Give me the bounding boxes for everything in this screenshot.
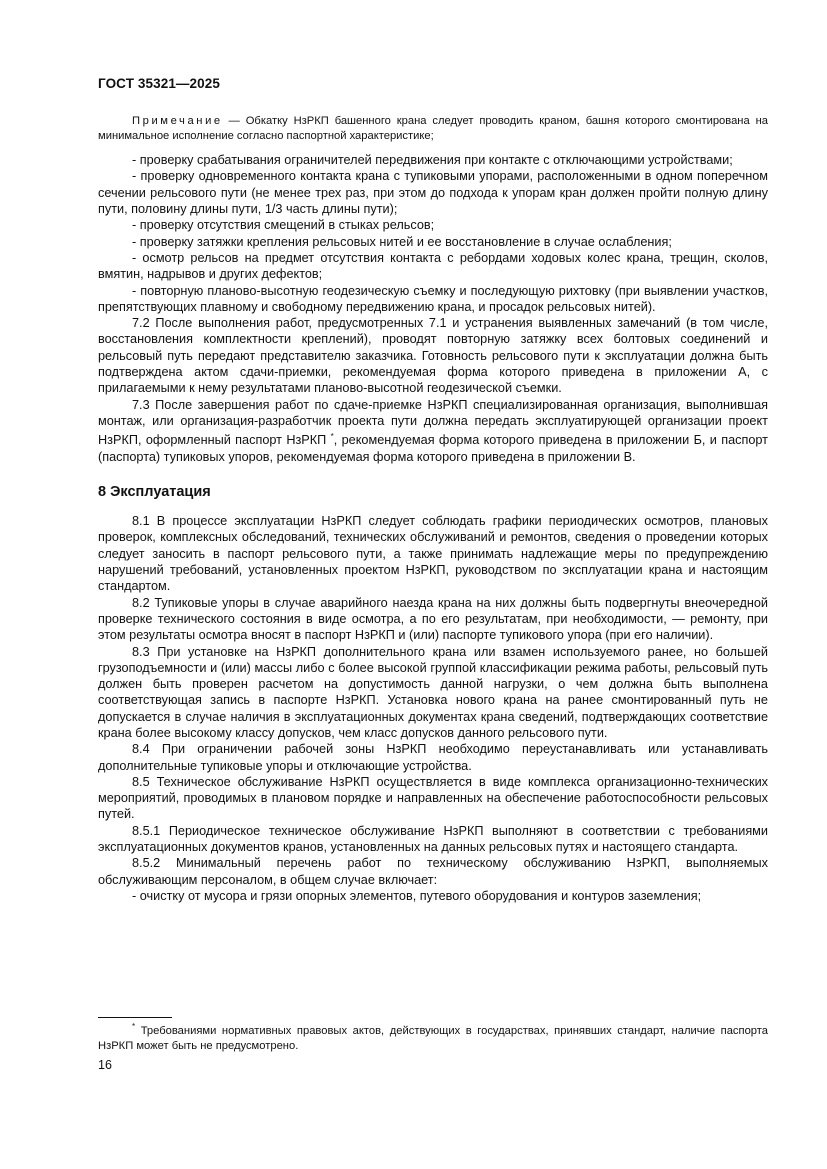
list-item: - осмотр рельсов на предмет отсутствия контакта с ребордами ходовых колес крана, трещин, сколов, вмятин, надрывов и других дефектов; <box>98 250 768 282</box>
note-paragraph <box>98 114 768 143</box>
paragraph-7-3-text-end: , рекомендуемая форма которого приведена в приложении Б, и паспорт (паспорта) тупиковых упоров, рекомендуемая форма которого приведена в приложении В. <box>98 433 768 464</box>
list-item: - очистку от мусора и грязи опорных элементов, путевого оборудования и контуров заземления; <box>132 888 702 903</box>
footnote-reference[interactable]: * <box>330 432 334 442</box>
footnote <box>98 1020 768 1053</box>
list-item: - проверку затяжки крепления рельсовых нитей и ее восстановление в случае ослабления; <box>132 234 672 249</box>
note-text: — Обкатку НзРКП башенного крана следует проводить краном, башня которого смонтирована на минимальное исполнение согласно паспортной характеристике; <box>98 115 768 142</box>
footnote-divider <box>98 1017 172 1018</box>
note-label: Примечание <box>132 115 223 127</box>
paragraph-8-5-1: 8.5.1 Периодическое техническое обслуживание НзРКП выполняют в соответствии с требованиями эксплуатационных документов кранов, установленных на данных рельсовых путях и настоящего стандарта. <box>98 823 768 855</box>
list-item: - проверку отсутствия смещений в стыках рельсов; <box>132 218 435 233</box>
paragraph-7-3 <box>98 397 768 465</box>
paragraph-7-3-text: 7.3 После завершения работ по сдаче-приемке НзРКП специализированная организация, выполнившая монтаж, или организация-разработчик проекта пути должна передать эксплуатирующей организации проект НзРКП, оформленный паспорт НзРКП <box>98 397 768 448</box>
paragraph-8-3: 8.3 При установке на НзРКП дополнительного крана или взамен используемого ранее, но большей грузоподъемности и (или) массы либо с более высокой группой классификации режима работы, рельсовый путь должен быть проверен расчетом на допустимость данной нагрузки, о чем должна быть выполнена соответствующая запись в паспорте НзРКП. Установка нового крана на ранее смонтированный путь не допускается в случае наличия в эксплуатационных документах крана сведений, подтверждающих соответствие крана более высокому классу допусков, чем класс допусков данного рельсового пути. <box>98 644 768 740</box>
list-item: - проверку одновременного контакта крана с тупиковыми упорами, расположенными в одном поперечном сечении рельсового пути (не менее трех раз, при этом до подхода к упорам кран должен пройти полную длину пути, половину длины пути, 1/3 часть длины пути); <box>98 169 768 217</box>
page-body <box>98 114 768 904</box>
paragraph-8-2: 8.2 Тупиковые упоры в случае аварийного наезда крана на них должны быть подвергнуты внеочередной проверке технического состояния в виде осмотра, а по его результатам, при необходимости, — ремонту, при этом результаты осмотра вносят в паспорт НзРКП и (или) паспорте тупикового упора (при его наличии). <box>98 595 768 643</box>
standard-code-header: ГОСТ 35321—2025 <box>98 76 220 91</box>
section-8-title: 8 Эксплуатация <box>98 483 211 500</box>
footnote-mark: * <box>132 1022 136 1031</box>
paragraph-7-2: 7.2 После выполнения работ, предусмотренных 7.1 и устранения выявленных замечаний (в том числе, восстановления комплектности креплений), проводят повторную затяжку всех болтовых соединений и рельсовый путь передают представителю заказчика. Готовность рельсового пути к эксплуатации должна быть подтверждена актом сдачи-приемки, рекомендуемая форма которого приведена в приложении А, с прилагаемыми к нему результатами планово-высотной геодезической съемки. <box>98 316 768 396</box>
page-number: 16 <box>98 1058 112 1072</box>
paragraph-8-1: 8.1 В процессе эксплуатации НзРКП следует соблюдать графики периодических осмотров, плановых проверок, комплексных обследований, технических обслуживаний и ремонтов, сведения о проведении которых следует заносить в паспорт рельсового пути, а также принимать надлежащие меры по предупреждению нарушений требований, установленных проектом НзРКП, руководством по эксплуатации крана и настоящим стандартом. <box>98 514 768 594</box>
paragraph-8-5-2: 8.5.2 Минимальный перечень работ по техническому обслуживанию НзРКП, выполняемых обслуживающим персоналом, в общем случае включает: <box>98 856 768 887</box>
paragraph-8-4: 8.4 При ограничении рабочей зоны НзРКП необходимо переустанавливать или устанавливать дополнительные тупиковые упоры и отключающие устройства. <box>98 742 768 773</box>
paragraph-8-5: 8.5 Техническое обслуживание НзРКП осуществляется в виде комплекса организационно-технических мероприятий, проводимых в плановом порядке и направленных на обеспечение работоспособности рельсовых путей. <box>98 774 768 822</box>
list-item: - проверку срабатывания ограничителей передвижения при контакте с отключающими устройствами; <box>132 153 733 168</box>
footnote-text: Требованиями нормативных правовых актов, действующих в государствах, принявших стандарт, наличие паспорта НзРКП может быть не предусмотрено. <box>98 1025 768 1052</box>
list-item: - повторную планово-высотную геодезическую съемку и последующую рихтовку (при выявлении участков, препятствующих плавному и свободному передвижению крана, и просадок рельсовых нитей). <box>98 283 768 314</box>
